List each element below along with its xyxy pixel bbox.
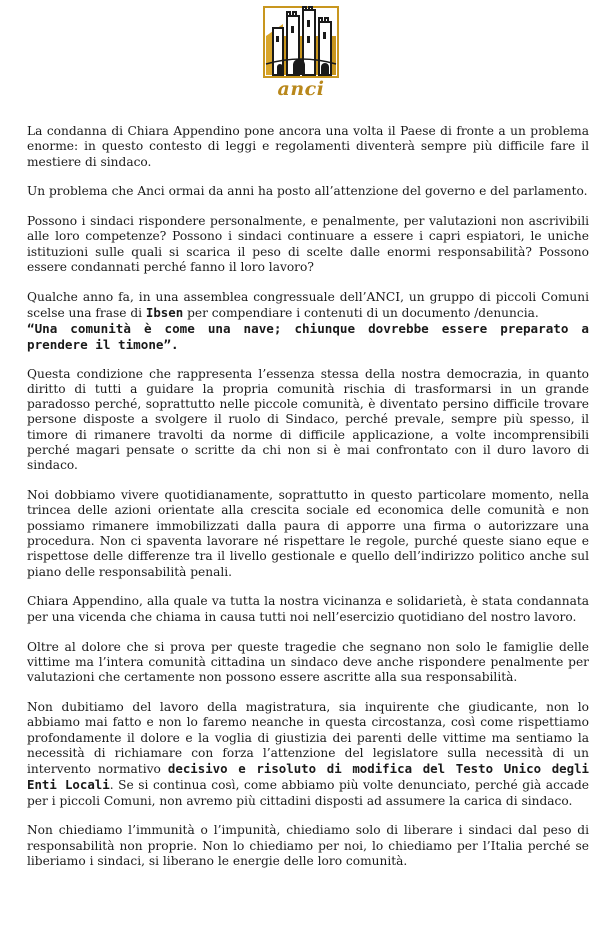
paragraph-4 bbox=[27, 290, 589, 322]
paragraph-4-text-a: Qualche anno fa, in una assemblea congressuale dell’ANCI, un gruppo di piccoli Comuni scelse una frase di bbox=[27, 289, 589, 321]
city-towers-icon bbox=[263, 6, 339, 78]
paragraph-5: Questa condizione che rappresenta l’essenza stessa della nostra democrazia, in quanto diritto di tutti a guidare la propria comunità rischia di trasformarsi in un grande paradosso perché, soprattutto nelle piccole comunità, è diventato persino difficile trovare persone disposte a svolgere il ruolo di Sindaco, perché prevale, sempre più spesso, il timore di rimanere travolti da norme di difficile applicazione, a volte incomprensibili perché magari pensate o scritte da chi non si è mai confrontato con il duro lavoro di sindaco. bbox=[27, 366, 589, 473]
paragraph-10: Non chiediamo l’immunità o l’impunità, chiediamo solo di liberare i sindaci dal peso di responsabilità non proprie. Non lo chiediamo per noi, lo chiediamo per l’Italia perché se liberiamo i sindaci, si liberano le energie delle loro comunità. bbox=[27, 823, 589, 869]
paragraph-1: La condanna di Chiara Appendino pone ancora una volta il Paese di fronte a un problema enorme: in questo contesto di leggi e regolamenti diventerà sempre più difficile fare il mestiere di sindaco. bbox=[27, 124, 589, 169]
paragraph-4-text-b: per compendiare i contenuti di un documento /denuncia. bbox=[183, 306, 539, 321]
paragraph-9-text-b: . Se si continua così, come abbiamo più volte denunciato, perché già accade per i piccoli Comuni, non avremo più cittadini disposti ad assumere la carica di sindaco. bbox=[27, 778, 589, 808]
paragraph-9 bbox=[27, 700, 589, 809]
paragraph-3: Possono i sindaci rispondere personalmente, e penalmente, per valutazioni non ascrivibili alle loro competenze? Possono i sindaci continuare a essere i capri espiatori, le uniche istituzioni sulle quali si scarica il peso di scelte dalle enormi responsabilità? Possono essere condannati perché fanno il loro lavoro? bbox=[27, 214, 589, 275]
statement-body bbox=[27, 124, 589, 884]
paragraph-9-text-a: Non dubitiamo del lavoro della magistratura, sia inquirente che giudicante, non lo abbiamo mai fatto e non lo faremo neanche in questa circostanza, così come rispettiamo profondamente il dolore e la voglia di giustizia dei parenti delle vittime ma sentiamo la necessità di richiamare con forza l’attenzione del legislatore sulla necessità di un intervento normativo bbox=[27, 699, 589, 777]
anci-logo bbox=[263, 6, 339, 106]
paragraph-2: Un problema che Anci ormai da anni ha posto all’attenzione del governo e del parlamento. bbox=[27, 184, 588, 199]
testo-unico-emphasis: decisivo e risoluto di modifica del Testo Unico degli Enti Locali bbox=[27, 761, 590, 793]
logo-wordmark: anci bbox=[277, 78, 325, 100]
paragraph-8: Oltre al dolore che si prova per queste tragedie che segnano non solo le famiglie delle vittime ma l’intera comunità cittadina un sindaco deve anche rispondere penalmente per valutazioni che certamente non possono essere ascritte alla sua responsabilità. bbox=[27, 639, 589, 685]
paragraph-7: Chiara Appendino, alla quale va tutta la nostra vicinanza e solidarietà, è stata condannata per una vicenda che chiama in causa tutti noi nell’esercizio quotidiano del nostro lavoro. bbox=[27, 594, 589, 624]
ibsen-quote: “Una comunità è come una nave; chiunque dovrebbe essere preparato a prendere il timone”. bbox=[27, 321, 589, 352]
ibsen-name: Ibsen bbox=[145, 305, 184, 321]
paragraph-6: Noi dobbiamo vivere quotidianamente, soprattutto in questo particolare momento, nella trincea delle azioni orientate alla crescita sociale ed economica delle comunità e non possiamo rimanere immobilizzati dalla paura di apporre una firma o autorizzare una procedura. Non ci spaventa lavorare né rispettare le regole, purché queste siano eque e rispettose delle differenze tra il livello gestionale e quello dell’indirizzo politico anche sul piano delle responsabilità penali. bbox=[27, 488, 589, 579]
